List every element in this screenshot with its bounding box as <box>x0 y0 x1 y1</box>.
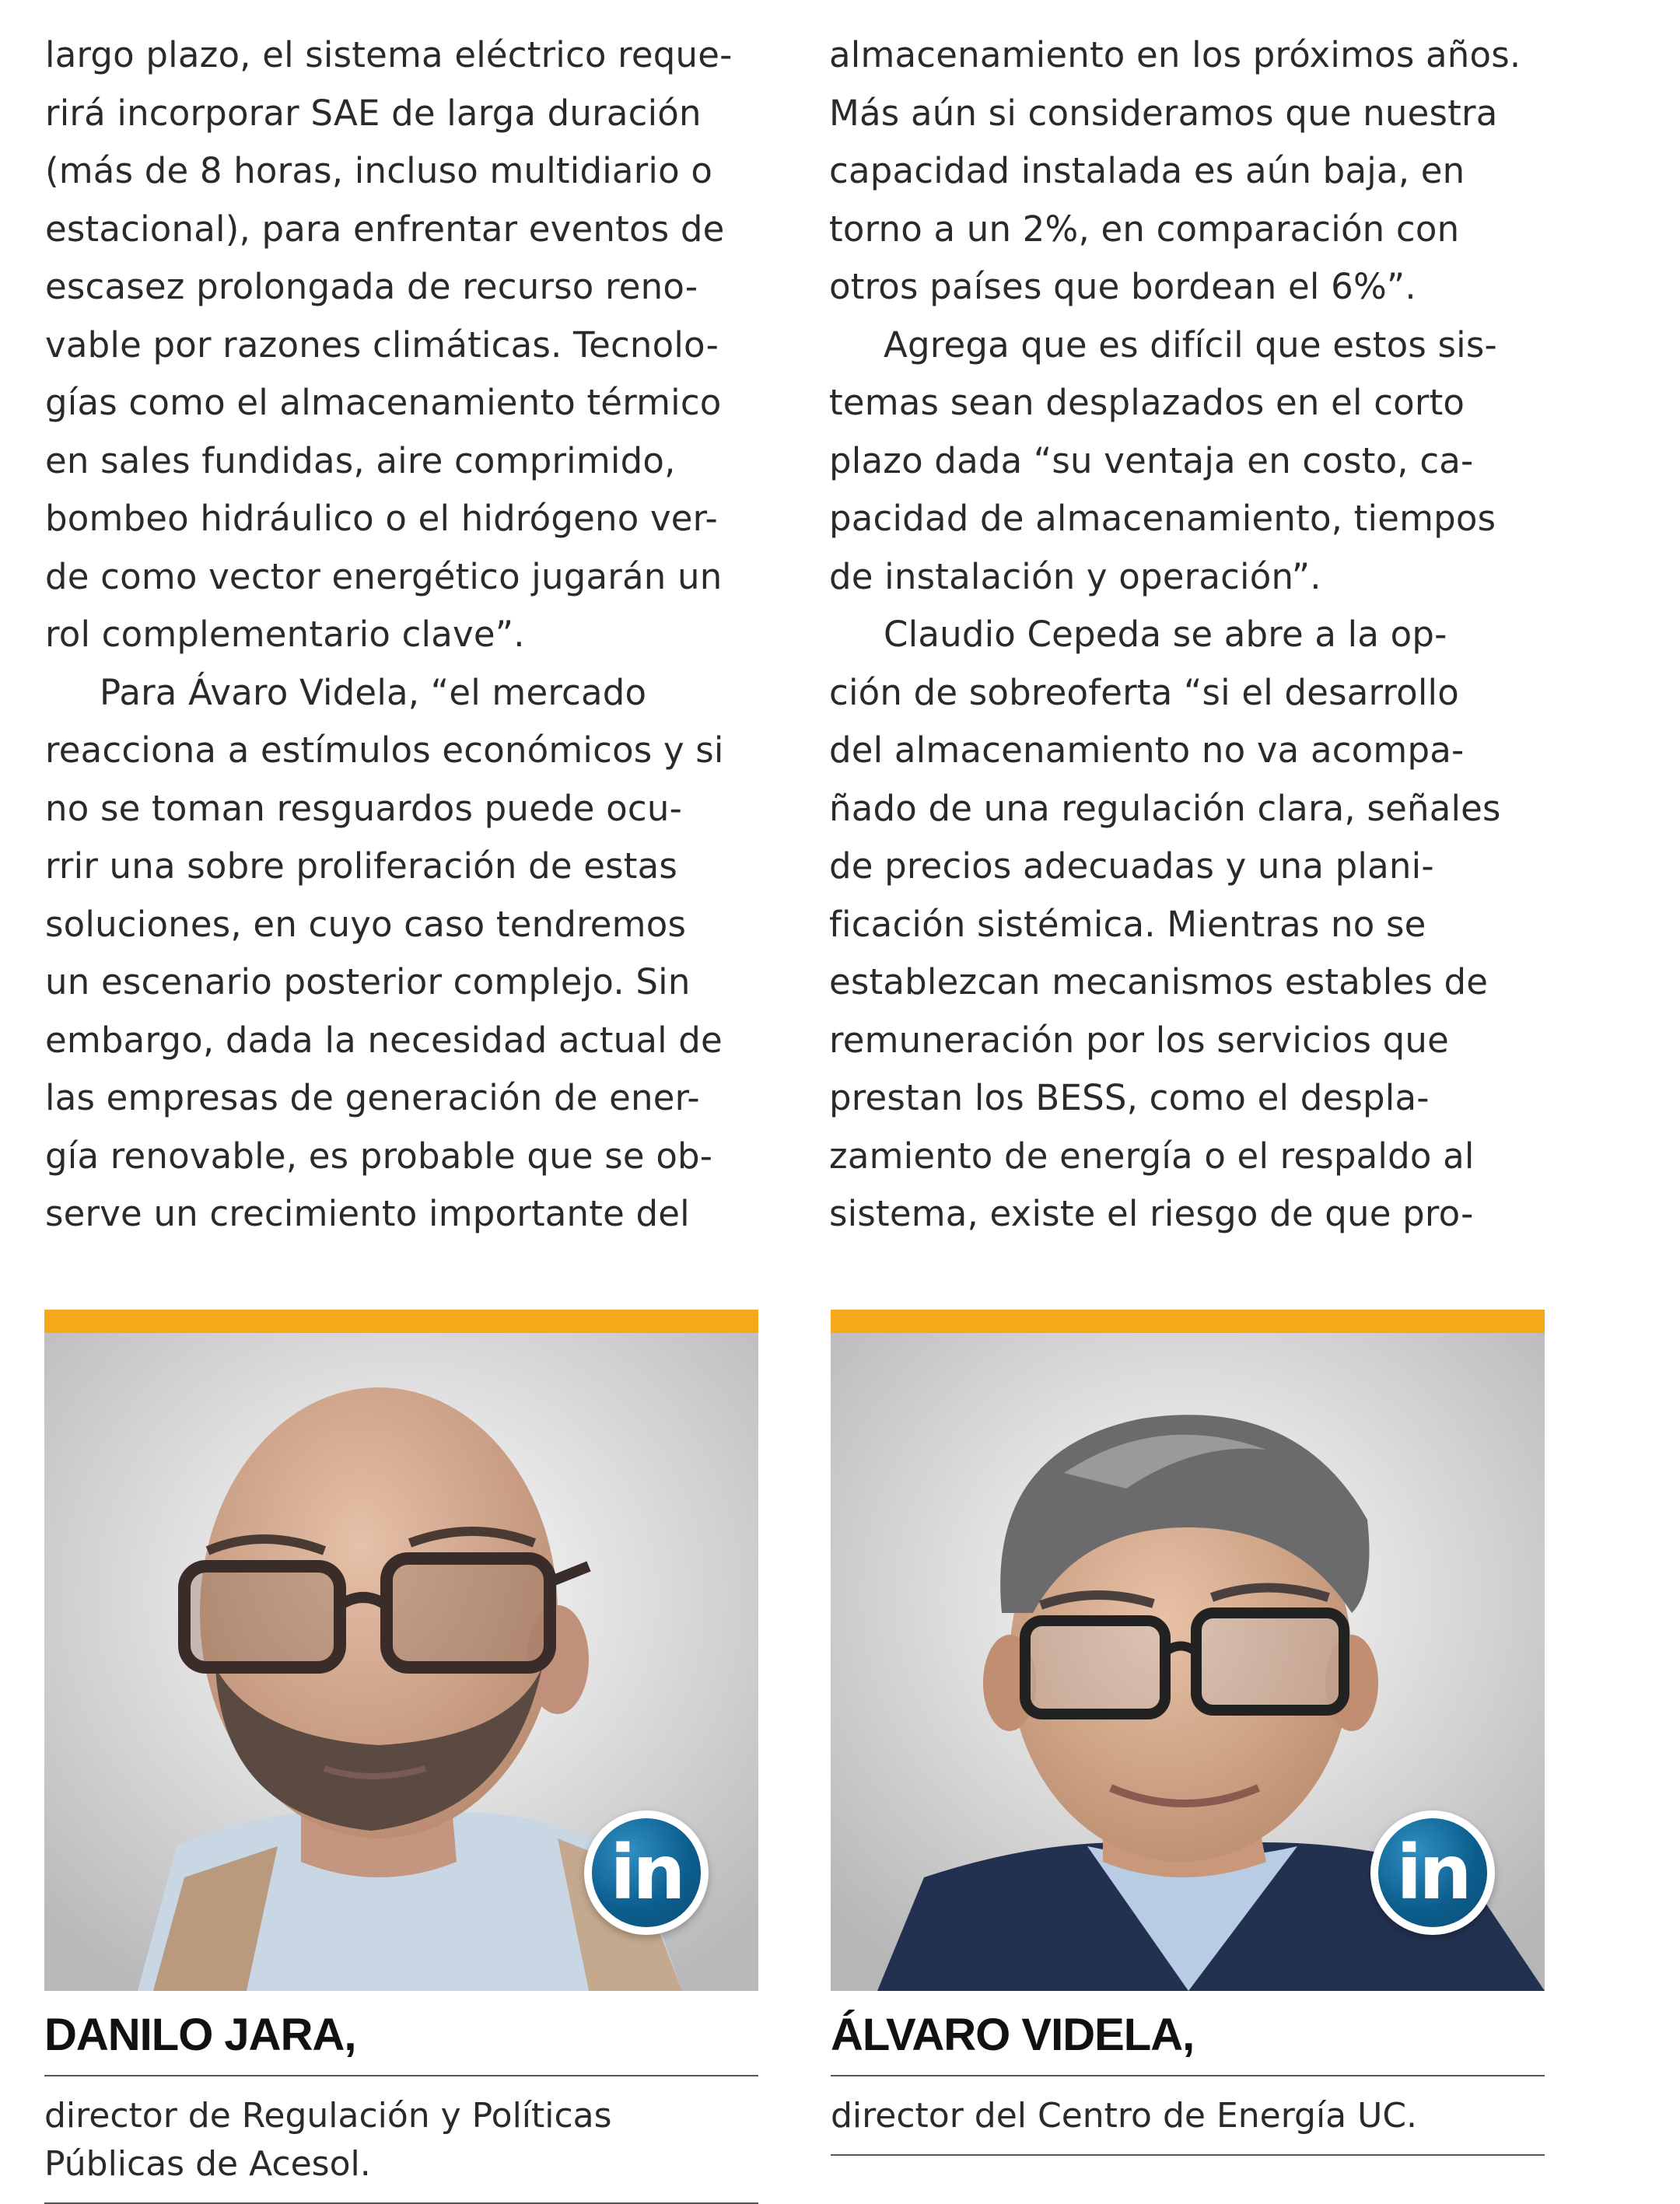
text-line: en sales fundidas, aire comprimido, <box>45 439 676 481</box>
text-line: serve un crecimiento importante del <box>45 1193 690 1234</box>
profile-name: ÁLVARO VIDELA, <box>831 2008 1545 2076</box>
text-line: gía renovable, es probable que se ob- <box>45 1135 713 1177</box>
profile-role-line: director del Centro de Energía UC. <box>831 2096 1418 2136</box>
accent-bar <box>831 1310 1545 1333</box>
profile-role <box>831 2076 1545 2156</box>
text-line: no se toman resguardos puede ocu- <box>45 787 683 829</box>
text-line: bombeo hidráulico o el hidrógeno ver- <box>45 498 718 539</box>
linkedin-icon[interactable] <box>584 1810 709 1935</box>
article-column-left <box>45 26 761 1244</box>
text-line: remuneración por los servicios que <box>829 1019 1449 1061</box>
portrait-photo <box>831 1333 1545 1991</box>
text-line: rrir una sobre proliferación de estas <box>45 845 678 887</box>
text-line: rirá incorporar SAE de larga duración <box>45 92 702 134</box>
text-line: establezcan mecanismos estables de <box>829 961 1489 1002</box>
text-line: ficación sistémica. Mientras no se <box>829 903 1426 945</box>
text-line: de instalación y operación”. <box>829 555 1321 597</box>
text-line: ción de sobreoferta “si el desarrollo <box>829 671 1459 713</box>
text-line: de como vector energético jugarán un <box>45 555 723 597</box>
portrait-photo <box>44 1333 758 1991</box>
profile-name: DANILO JARA, <box>44 2008 758 2076</box>
accent-bar <box>44 1310 758 1333</box>
text-line: las empresas de generación de ener- <box>45 1077 700 1118</box>
text-line: temas sean desplazados en el corto <box>829 382 1465 423</box>
linkedin-icon[interactable] <box>1370 1810 1495 1935</box>
text-line: (más de 8 horas, incluso multidiario o <box>45 150 713 191</box>
profile-card-danilo-jara <box>44 1310 758 2204</box>
text-line: Más aún si consideramos que nuestra <box>829 92 1498 134</box>
text-line: estacional), para enfrentar eventos de <box>45 208 725 250</box>
linkedin-label: in <box>592 1818 701 1927</box>
text-line: gías como el almacenamiento térmico <box>45 382 722 423</box>
profile-role-line: director de Regulación y Políticas <box>44 2096 612 2136</box>
text-line: Claudio Cepeda se abre a la op- <box>884 614 1447 655</box>
text-line: del almacenamiento no va acompa- <box>829 729 1465 771</box>
text-line: ñado de una regulación clara, señales <box>829 787 1501 829</box>
text-line: vable por razones climáticas. Tecnolo- <box>45 324 719 366</box>
text-line: de precios adecuadas y una plani- <box>829 845 1434 887</box>
text-line: almacenamiento en los próximos años. <box>829 34 1521 75</box>
profile-card-alvaro-videla <box>831 1310 1545 2156</box>
text-line: pacidad de almacenamiento, tiempos <box>829 498 1496 539</box>
text-line: capacidad instalada es aún baja, en <box>829 150 1465 191</box>
text-line: reacciona a estímulos económicos y si <box>45 729 724 771</box>
text-line: zamiento de energía o el respaldo al <box>829 1135 1475 1177</box>
text-line: Agrega que es difícil que estos sis- <box>884 324 1497 366</box>
text-line: otros países que bordean el 6%”. <box>829 266 1416 307</box>
text-line: Para Ávaro Videla, “el mercado <box>100 671 647 713</box>
text-line: rol complementario clave”. <box>45 614 525 655</box>
linkedin-label: in <box>1378 1818 1487 1927</box>
article-column-right <box>829 26 1545 1244</box>
text-line: largo plazo, el sistema eléctrico reque- <box>45 34 733 75</box>
text-line: plazo dada “su ventaja en costo, ca- <box>829 439 1474 481</box>
text-line: escasez prolongada de recurso reno- <box>45 266 698 307</box>
text-line: un escenario posterior complejo. Sin <box>45 961 691 1002</box>
text-line: soluciones, en cuyo caso tendremos <box>45 903 687 945</box>
text-line: torno a un 2%, en comparación con <box>829 208 1460 250</box>
text-line: sistema, existe el riesgo de que pro- <box>829 1193 1474 1234</box>
profile-role <box>44 2076 758 2204</box>
text-line: prestan los BESS, como el despla- <box>829 1077 1430 1118</box>
text-line: embargo, dada la necesidad actual de <box>45 1019 723 1061</box>
profile-role-line: Públicas de Acesol. <box>44 2144 371 2184</box>
